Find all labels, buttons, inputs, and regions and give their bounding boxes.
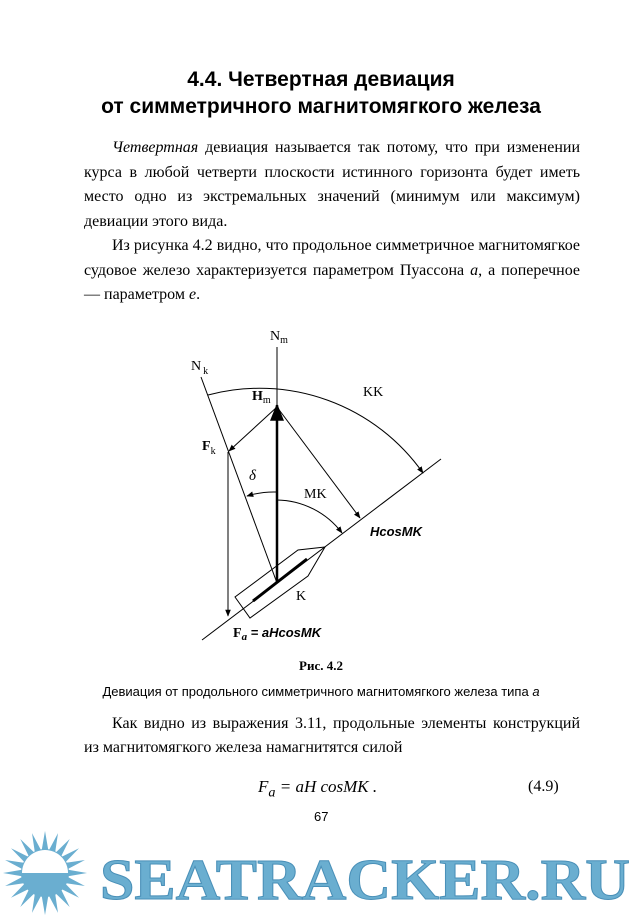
delta-arc [247, 491, 277, 495]
label-k: K [296, 588, 307, 604]
page-number: 67 [314, 808, 329, 824]
label-delta: δ [249, 467, 256, 484]
sun-ray [67, 869, 87, 876]
formula-f: F [258, 776, 269, 796]
param-a: a [470, 261, 479, 279]
sun-ray [65, 876, 85, 886]
sun-ray [48, 892, 58, 912]
paragraph-text: , а поперечное — параметром [84, 261, 581, 303]
caption-param: a [532, 683, 540, 699]
hm-to-fk-line [229, 407, 277, 451]
sun-ray [42, 831, 49, 851]
heading-line-2: от симметричного магнитомягкого железа [101, 95, 541, 118]
paragraph-text: Как видно из выражения 3.11, продольные элементы конструкций из магнитомягкого железа намагнитятся силой [84, 714, 580, 756]
watermark-text: SEATRACKER.RU [100, 846, 630, 912]
paragraph-1 [84, 136, 580, 234]
label-hcosmk: HcosMK [370, 523, 423, 539]
label-mk: MK [304, 486, 327, 502]
formula-4-9 [258, 775, 377, 804]
param-e: e [189, 286, 197, 303]
figure-caption-number: Рис. 4.2 [299, 657, 343, 673]
formula-rest: = aH cosMK . [275, 776, 378, 796]
figure-caption [0, 684, 642, 700]
sun-ray [32, 892, 42, 912]
deviation-diagram [180, 320, 450, 650]
label-nk: N $_k$ [191, 358, 209, 377]
formula-row [0, 775, 642, 801]
kk-arc [208, 388, 423, 473]
sun-ray [42, 894, 49, 914]
caption-text: Девиация от продольного симметричного магнитомягкого железа типа [102, 683, 529, 699]
label-hm: $H_m$ [252, 388, 271, 406]
label-fk: $F_k$ [202, 438, 216, 457]
formula-sub: a [268, 783, 276, 800]
footer [0, 809, 642, 919]
nk-axis [201, 377, 277, 583]
sun-ray [65, 860, 85, 870]
term: Четвертная [112, 139, 199, 156]
label-fa: $F_a$ = aHcosMK [233, 624, 322, 643]
section-heading [0, 66, 642, 120]
label-nm: $N_m$ [270, 328, 288, 346]
paragraph-2 [84, 234, 580, 308]
watermark-logo [0, 825, 642, 919]
heading-line-1: 4.4. Четвертная девиация [187, 68, 455, 91]
paragraph-text: девиация называется так потому, что при изменении курса в любой четверти плоскости истинного горизонта будет иметь место одно из экстремальных значений (минимум или максимум) девиации этого вида. [84, 139, 581, 230]
sun-ray [5, 860, 25, 870]
sun-ray [5, 876, 25, 886]
sun-ray [48, 833, 58, 853]
sun-ray [3, 869, 23, 876]
formula-number: (4.9) [528, 777, 559, 795]
paragraph-3 [84, 712, 580, 761]
sun-ray [32, 833, 42, 853]
paragraph-text: Из рисунка 4.2 видно, что продольное симметричное магнитомягкое судовое железо характеризуется параметром Пуассона [84, 237, 580, 279]
paragraph-text: . [196, 286, 201, 303]
mk-arc [277, 500, 342, 533]
label-kk: KK [363, 384, 384, 400]
